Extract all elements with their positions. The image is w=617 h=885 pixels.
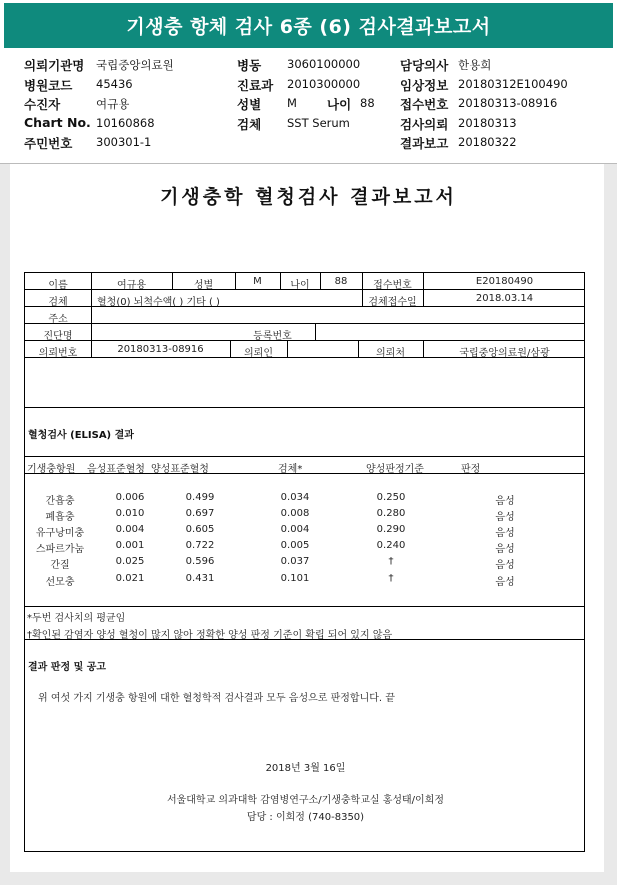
form-vline	[287, 340, 288, 357]
elisa-cell-positive: 0.499	[185, 492, 215, 503]
elisa-cell-cutoff: 0.240	[376, 540, 406, 551]
info-label-chart-no: Chart No.	[24, 115, 91, 130]
elisa-note-dagger: †확인된 감염자 양성 혈청이 많지 않아 정확한 양성 판정 기준이 확립 되어 있지 않음	[27, 630, 393, 641]
elisa-cell-specimen: 0.037	[280, 556, 310, 567]
elisa-cell-judgement: 음성	[495, 560, 515, 571]
form-receipt-value: E20180490	[475, 276, 534, 287]
elisa-header-specimen: 검체*	[278, 464, 303, 475]
elisa-header-antigen: 기생충항원	[27, 464, 76, 475]
elisa-cell-judgement: 음성	[495, 544, 515, 555]
elisa-cell-negative: 0.025	[115, 556, 145, 567]
form-specimen-label: 검체	[48, 297, 68, 308]
form-receipt-label: 접수번호	[373, 280, 412, 291]
elisa-cell-positive: 0.605	[185, 524, 215, 535]
info-label-specimen: 검체	[237, 117, 262, 132]
form-sex-value: M	[253, 276, 262, 287]
elisa-cell-negative: 0.010	[115, 508, 145, 519]
info-label-doctor: 담당의사	[400, 58, 449, 73]
elisa-cell-antigen: 선모충	[45, 577, 75, 588]
scan-margin-right	[604, 164, 617, 885]
elisa-cell-negative: 0.004	[115, 524, 145, 535]
elisa-header-cutoff: 양성판정기준	[366, 464, 424, 475]
conclusion-section-title: 결과 판정 및 공고	[28, 662, 107, 673]
form-specimen-date-label: 검체접수일	[368, 297, 417, 308]
info-value-doctor: 한용희	[458, 58, 492, 72]
info-label-request-date: 검사의뢰	[400, 117, 449, 132]
info-label-sex: 성별	[237, 97, 262, 112]
elisa-cell-antigen: 폐흡충	[45, 512, 75, 523]
conclusion-text: 위 여섯 가지 기생충 항원에 대한 혈청학적 검사결과 모두 음성으로 판정합니다. 끝	[38, 693, 395, 704]
form-name-value: 여규용	[117, 280, 146, 291]
elisa-cell-antigen: 스파르가눔	[35, 544, 85, 555]
info-value-receipt-no: 20180313-08916	[458, 96, 558, 110]
form-age-label: 나이	[290, 280, 310, 291]
elisa-cell-cutoff: †	[388, 573, 394, 584]
form-sex-label: 성별	[193, 280, 214, 291]
elisa-header-positive: 양성표준혈청	[151, 464, 209, 475]
elisa-cell-positive: 0.722	[185, 540, 215, 551]
form-reg-label: 등록번호	[253, 331, 292, 342]
elisa-cell-specimen: 0.034	[280, 492, 310, 503]
elisa-cell-antigen: 간질	[50, 560, 70, 571]
info-value-age: 88	[360, 96, 375, 110]
form-line	[25, 407, 584, 408]
info-value-specimen: SST Serum	[287, 116, 350, 130]
form-age-value: 88	[334, 276, 348, 287]
elisa-cell-positive: 0.596	[185, 556, 215, 567]
info-label-report-date: 결과보고	[400, 136, 449, 151]
info-label-receipt-no: 접수번호	[400, 97, 449, 112]
info-value-department: 2010300000	[287, 77, 361, 91]
info-label-clinical-info: 임상정보	[400, 78, 449, 93]
elisa-cell-specimen: 0.004	[280, 524, 310, 535]
scan-margin-bottom	[0, 872, 617, 885]
elisa-cell-specimen: 0.008	[280, 508, 310, 519]
info-label-age: 나이	[327, 97, 352, 112]
elisa-cell-cutoff: 0.290	[376, 524, 406, 535]
section-divider	[0, 163, 617, 164]
form-line	[25, 606, 584, 607]
elisa-cell-negative: 0.001	[115, 540, 145, 551]
info-value-request-date: 20180313	[458, 116, 517, 130]
form-vline	[315, 323, 316, 340]
elisa-cell-positive: 0.431	[185, 573, 215, 584]
form-line	[25, 456, 584, 457]
elisa-cell-specimen: 0.005	[280, 540, 310, 551]
info-value-resident-no: 300301-1	[96, 135, 152, 149]
elisa-cell-negative: 0.006	[115, 492, 145, 503]
info-value-sex: M	[287, 96, 297, 110]
info-value-chart-no: 10160868	[96, 116, 155, 130]
form-diagnosis-label: 진단명	[43, 331, 73, 342]
elisa-cell-cutoff: 0.250	[376, 492, 406, 503]
info-value-patient: 여규용	[96, 97, 130, 111]
form-line	[25, 323, 584, 324]
info-value-report-date: 20180322	[458, 135, 517, 149]
form-request-place-value: 국립중앙의료원/삼광	[459, 348, 550, 359]
scanned-report-form	[24, 272, 585, 852]
info-label-institution: 의뢰기관명	[24, 58, 85, 73]
info-label-patient: 수진자	[24, 97, 61, 112]
conclusion-date: 2018년 3월 16일	[265, 763, 346, 774]
form-specimen-value: 혈청(0) 뇌척수액( ) 기타 ( )	[97, 297, 220, 308]
elisa-cell-judgement: 음성	[495, 528, 515, 539]
info-label-ward: 병동	[237, 58, 262, 73]
info-value-hospital-code: 45436	[96, 77, 133, 91]
form-specimen-date-value: 2018.03.14	[475, 293, 534, 304]
form-request-no-value: 20180313-08916	[117, 344, 204, 355]
info-value-ward: 3060100000	[287, 57, 361, 71]
conclusion-contact: 담당 : 이희정 (740-8350)	[246, 812, 365, 823]
elisa-cell-specimen: 0.101	[280, 573, 310, 584]
form-address-label: 주소	[48, 314, 68, 325]
scanned-report-title: 기생충학 혈청검사 결과보고서	[160, 186, 457, 208]
elisa-cell-positive: 0.697	[185, 508, 215, 519]
patient-info-section	[0, 52, 617, 160]
elisa-cell-negative: 0.021	[115, 573, 145, 584]
elisa-header-judgement: 판정	[461, 464, 481, 475]
elisa-header-negative: 음성표준혈청	[87, 464, 145, 475]
elisa-note-average: *두번 검사치의 평균임	[27, 613, 126, 624]
conclusion-organization: 서울대학교 의과대학 감염병연구소/기생충학교실 홍성태/이희정	[166, 795, 445, 806]
form-request-no-label: 의뢰번호	[38, 348, 78, 359]
elisa-section-title: 혈청검사 (ELISA) 결과	[28, 430, 134, 441]
elisa-cell-judgement: 음성	[495, 512, 515, 523]
info-label-resident-no: 주민번호	[24, 136, 73, 151]
elisa-cell-judgement: 음성	[495, 577, 515, 588]
info-label-hospital-code: 병원코드	[24, 78, 73, 93]
form-requester-label: 의뢰인	[244, 348, 273, 359]
info-label-department: 진료과	[237, 78, 274, 93]
info-value-institution: 국립중앙의료원	[96, 58, 174, 72]
elisa-cell-judgement: 음성	[495, 496, 515, 507]
elisa-cell-cutoff: †	[388, 556, 394, 567]
info-value-clinical-info: 20180312E100490	[458, 77, 568, 91]
scan-margin-left	[0, 164, 10, 885]
elisa-cell-cutoff: 0.280	[376, 508, 406, 519]
form-request-place-label: 의뢰처	[376, 348, 405, 359]
elisa-cell-antigen: 간흡충	[45, 496, 75, 507]
form-name-label: 이름	[48, 280, 68, 291]
elisa-cell-antigen: 유구낭미충	[35, 528, 85, 539]
report-header-title: 기생충 항체 검사 6종 (6) 검사결과보고서	[4, 3, 613, 48]
